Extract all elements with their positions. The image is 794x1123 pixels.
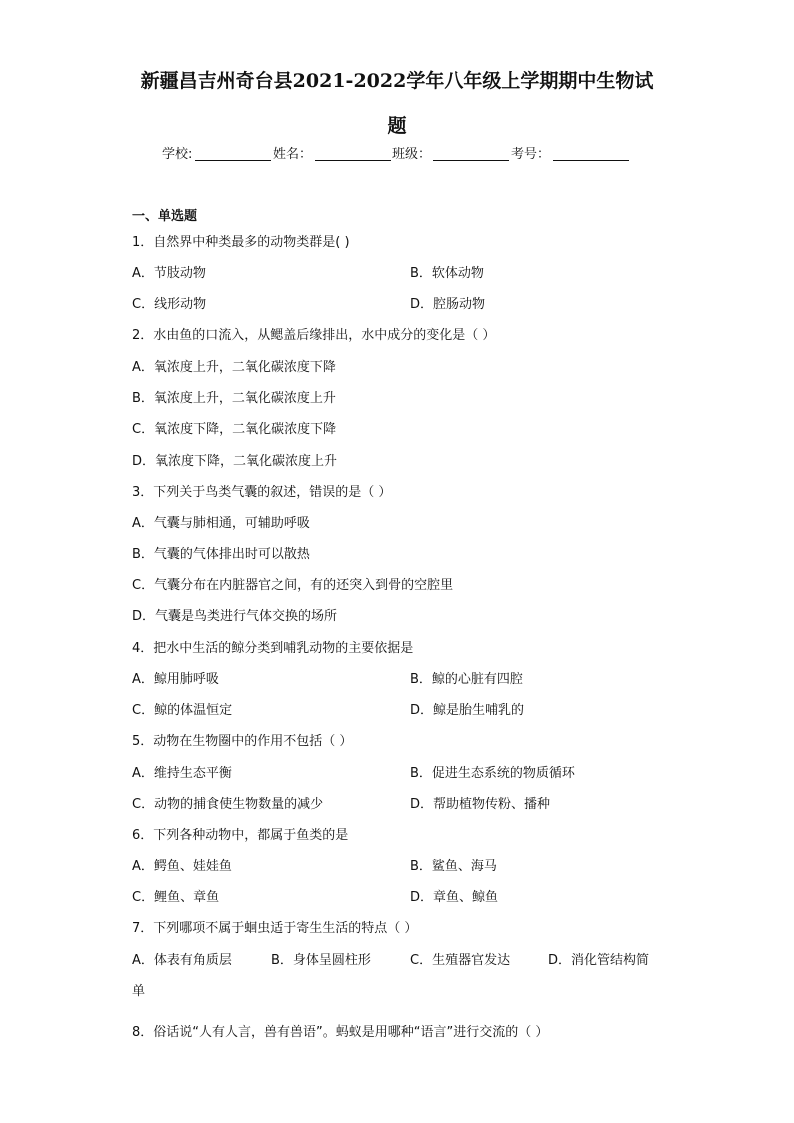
page-title: 新疆昌吉州奇台县2021-2022学年八年级上学期期中生物试: [140, 70, 654, 92]
option-4-c[interactable]: C．鲸的体温恒定: [132, 703, 233, 718]
class-blank[interactable]: [433, 160, 509, 161]
option-7-b[interactable]: B．身体呈圆柱形: [271, 953, 371, 968]
question-stem-7: 7．下列哪项不属于蛔虫适于寄生生活的特点（ ）: [132, 921, 418, 936]
option-1-d[interactable]: D．腔肠动物: [410, 297, 486, 312]
option-1-a[interactable]: A．节肢动物: [132, 266, 206, 281]
option-3-c[interactable]: C．气囊分布在内脏器官之间，有的还突入到骨的空腔里: [132, 578, 454, 593]
option-2-d[interactable]: D．氧浓度下降，二氧化碳浓度上升: [132, 454, 338, 469]
option-1-c[interactable]: C．线形动物: [132, 297, 207, 312]
question-stem-5: 5．动物在生物圈中的作用不包括（ ）: [132, 734, 353, 749]
option-5-d[interactable]: D．帮助植物传粉、播种: [410, 797, 551, 812]
question-stem-6: 6．下列各种动物中，都属于鱼类的是: [132, 828, 349, 843]
option-6-b[interactable]: B．鲨鱼、海马: [410, 859, 497, 874]
option-3-a[interactable]: A．气囊与肺相通，可辅助呼吸: [132, 516, 310, 531]
question-stem-8: 8．俗话说“人有人言，兽有兽语”。蚂蚁是用哪种“语言”进行交流的（ ）: [132, 1025, 549, 1040]
option-7-c[interactable]: C．生殖器官发达: [410, 953, 511, 968]
option-5-b[interactable]: B．促进生态系统的物质循环: [410, 766, 575, 781]
option-5-c[interactable]: C．动物的捕食使生物数量的减少: [132, 797, 324, 812]
class-label: 班级：: [392, 147, 432, 162]
option-6-d[interactable]: D．章鱼、鲸鱼: [410, 890, 499, 905]
page-title-continued: 题: [387, 115, 407, 137]
option-4-b[interactable]: B．鲸的心脏有四腔: [410, 672, 523, 687]
school-blank[interactable]: [195, 160, 271, 161]
number-label: 考号：: [511, 147, 551, 162]
option-1-b[interactable]: B．软体动物: [410, 266, 484, 281]
name-label: 姓名：: [273, 147, 313, 162]
option-4-d[interactable]: D．鲸是胎生哺乳的: [410, 703, 525, 718]
option-6-a[interactable]: A．鳄鱼、娃娃鱼: [132, 859, 232, 874]
question-stem-1: 1．自然界中种类最多的动物类群是( ): [132, 235, 350, 250]
option-2-c[interactable]: C．氧浓度下降，二氧化碳浓度下降: [132, 422, 337, 437]
question-stem-4: 4．把水中生活的鲸分类到哺乳动物的主要依据是: [132, 641, 414, 656]
option-7-d[interactable]: D．消化管结构简: [548, 953, 650, 968]
option-7-d-continued: 单: [132, 984, 146, 999]
option-5-a[interactable]: A．维持生态平衡: [132, 766, 232, 781]
option-2-a[interactable]: A．氧浓度上升，二氧化碳浓度下降: [132, 360, 336, 375]
section-title: 一、单选题: [132, 209, 198, 224]
option-4-a[interactable]: A．鲸用肺呼吸: [132, 672, 219, 687]
option-3-d[interactable]: D．气囊是鸟类进行气体交换的场所: [132, 609, 338, 624]
school-label: 学校:: [162, 147, 193, 162]
option-2-b[interactable]: B．氧浓度上升，二氧化碳浓度上升: [132, 391, 336, 406]
name-blank[interactable]: [315, 160, 391, 161]
number-blank[interactable]: [553, 160, 629, 161]
question-stem-2: 2．水由鱼的口流入，从鳃盖后缘排出，水中成分的变化是（ ）: [132, 328, 496, 343]
option-3-b[interactable]: B．气囊的气体排出时可以散热: [132, 547, 310, 562]
question-stem-3: 3．下列关于鸟类气囊的叙述，错误的是（ ）: [132, 485, 392, 500]
option-6-c[interactable]: C．鲤鱼、章鱼: [132, 890, 220, 905]
option-7-a[interactable]: A．体表有角质层: [132, 953, 232, 968]
